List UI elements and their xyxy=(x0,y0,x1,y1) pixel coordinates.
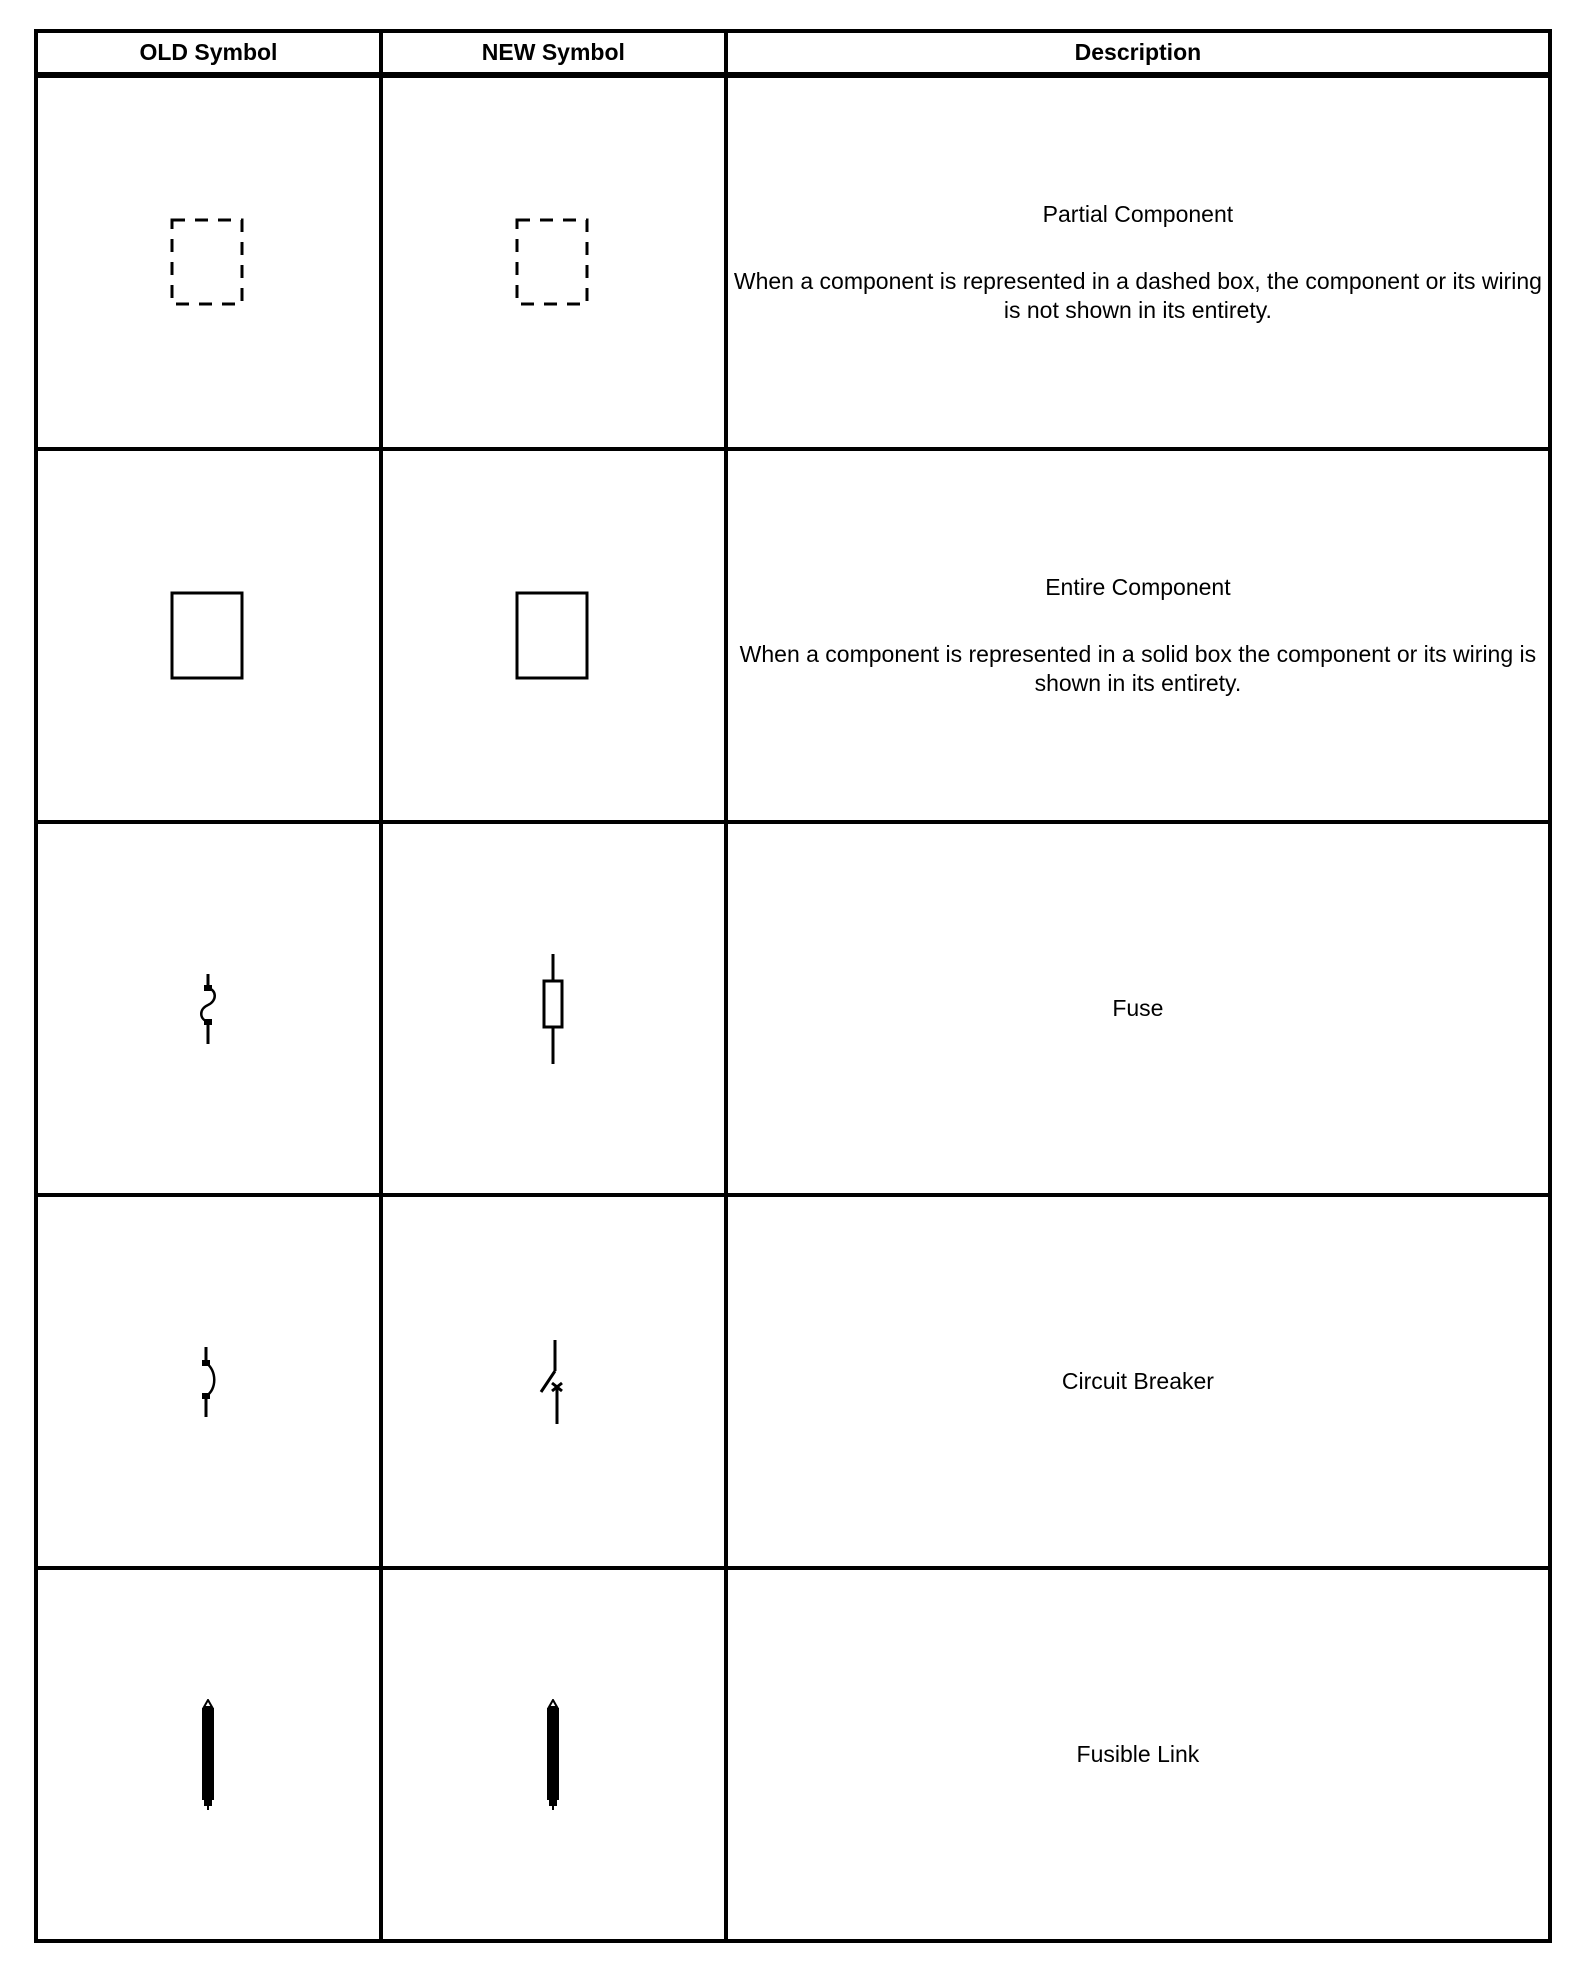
solid-box-icon xyxy=(513,590,593,682)
old-symbol-cell xyxy=(36,1568,381,1941)
description-cell xyxy=(726,449,1550,822)
description-cell xyxy=(726,1195,1550,1568)
description-title: Circuit Breaker xyxy=(1061,1368,1214,1394)
header-row xyxy=(36,31,1550,75)
fuse-old-icon xyxy=(193,973,223,1045)
description-title: Partial Component xyxy=(1042,201,1234,227)
header-description: Description xyxy=(726,31,1550,75)
description-title: Entire Component xyxy=(1045,574,1231,600)
circuit-breaker-old-icon xyxy=(193,1346,223,1418)
dashed-box-icon xyxy=(168,217,248,309)
new-symbol-cell xyxy=(381,822,726,1195)
description-body: When a component is represented in a dashed box, the component or its wiring is not shown in its entirety. xyxy=(733,268,1542,323)
new-symbol-cell xyxy=(381,1568,726,1941)
circuit-breaker-new-icon xyxy=(533,1339,573,1425)
symbol-table xyxy=(34,29,1552,1943)
old-symbol-cell xyxy=(36,75,381,449)
new-symbol-cell xyxy=(381,449,726,822)
old-symbol-cell xyxy=(36,822,381,1195)
description-cell xyxy=(726,1568,1550,1941)
table-row xyxy=(36,1195,1550,1568)
header-old-symbol: OLD Symbol xyxy=(36,31,381,75)
solid-box-icon xyxy=(168,590,248,682)
new-symbol-cell xyxy=(381,1195,726,1568)
table-row xyxy=(36,822,1550,1195)
description-body: When a component is represented in a solid box the component or its wiring is shown in its entirety. xyxy=(739,641,1537,696)
header-new-symbol: NEW Symbol xyxy=(381,31,726,75)
dashed-box-icon xyxy=(513,217,593,309)
description-cell xyxy=(726,75,1550,449)
description-title: Fuse xyxy=(1112,995,1164,1021)
old-symbol-cell xyxy=(36,1195,381,1568)
fusible-link-icon xyxy=(541,1699,565,1811)
table-row xyxy=(36,1568,1550,1941)
table-row xyxy=(36,75,1550,449)
description-cell xyxy=(726,822,1550,1195)
new-symbol-cell xyxy=(381,75,726,449)
table-row xyxy=(36,449,1550,822)
fusible-link-icon xyxy=(196,1699,220,1811)
description-title: Fusible Link xyxy=(1076,1741,1200,1767)
fuse-new-icon xyxy=(538,953,568,1065)
old-symbol-cell xyxy=(36,449,381,822)
